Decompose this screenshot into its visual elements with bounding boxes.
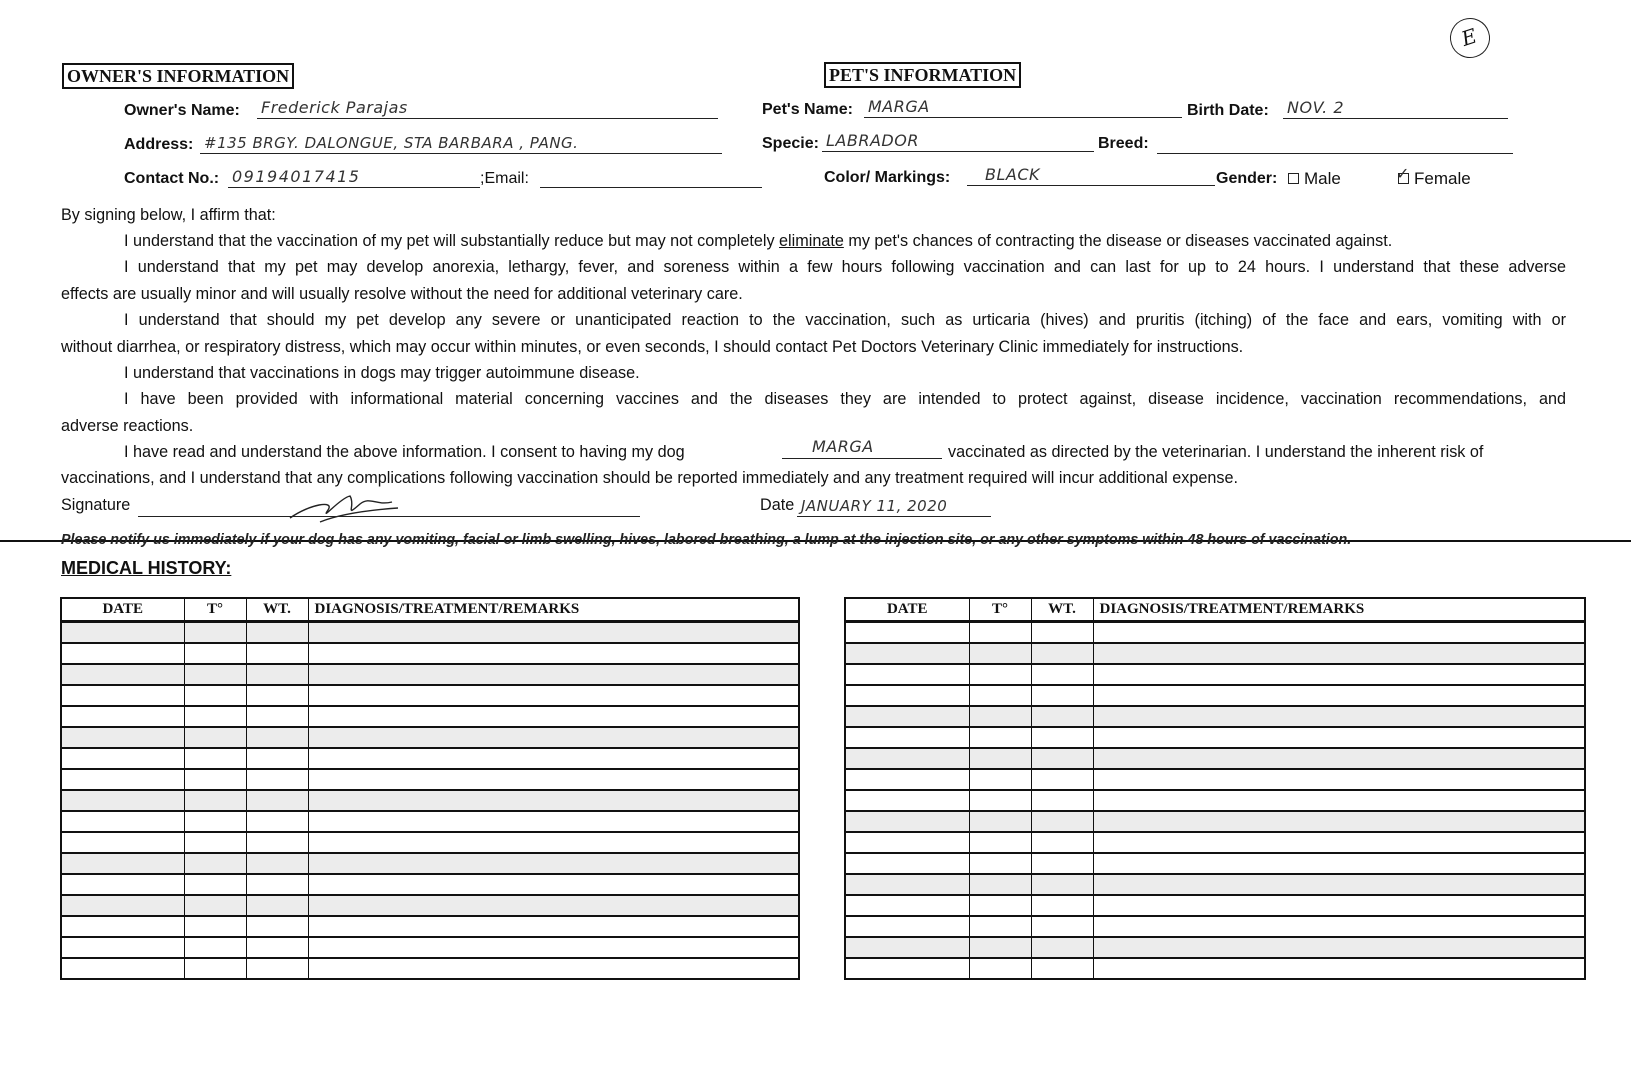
- temperature-cell[interactable]: [184, 853, 246, 874]
- date-cell[interactable]: [61, 853, 184, 874]
- table-row: [61, 895, 799, 916]
- color-markings-field[interactable]: [967, 165, 1215, 186]
- table-row: [61, 916, 799, 937]
- consent-paragraph-6-line-2: vaccinations, and I understand that any complications following vaccination should be reported immediately and any treatment required will incur additional expense.: [61, 469, 1238, 487]
- weight-cell[interactable]: [246, 664, 308, 685]
- temperature-column-header: T°: [184, 598, 246, 622]
- date-cell[interactable]: [845, 895, 969, 916]
- date-cell[interactable]: [61, 664, 184, 685]
- table-row: [845, 832, 1585, 853]
- weight-cell[interactable]: [246, 622, 308, 644]
- weight-cell[interactable]: [246, 685, 308, 706]
- consent-p1-emphasis: eliminate: [779, 232, 844, 250]
- remarks-cell[interactable]: [308, 706, 799, 727]
- contact-value: 09194017415: [232, 167, 361, 186]
- table-row: [845, 769, 1585, 790]
- birth-date-label: Birth Date:: [1187, 102, 1269, 119]
- consent-paragraph-6-start: I have read and understand the above information. I consent to having my dog: [124, 443, 685, 461]
- table-row: [61, 874, 799, 895]
- temperature-cell[interactable]: [969, 916, 1031, 937]
- weight-cell[interactable]: [1031, 727, 1093, 748]
- date-cell[interactable]: [61, 769, 184, 790]
- remarks-cell[interactable]: [1093, 643, 1585, 664]
- corner-mark-letter: E: [1458, 23, 1480, 51]
- weight-cell[interactable]: [1031, 895, 1093, 916]
- consent-p1-start: I understand that the vaccination of my pet will substantially reduce but may not completely: [124, 232, 780, 250]
- medical-history-title: MEDICAL HISTORY:: [61, 558, 232, 578]
- male-label: Male: [1304, 169, 1341, 188]
- pet-name-value: MARGA: [868, 97, 930, 116]
- table-row: [845, 916, 1585, 937]
- weight-cell[interactable]: [1031, 748, 1093, 769]
- table-row: [845, 958, 1585, 979]
- address-field[interactable]: [200, 133, 722, 154]
- consent-paragraph-5-line-1: I have been provided with informational material concerning vaccines and the diseases they are intended to protect against, disease incidence, vaccination recommendations, and: [124, 390, 1566, 408]
- remarks-cell[interactable]: [308, 811, 799, 832]
- weight-cell[interactable]: [1031, 832, 1093, 853]
- table-row: [61, 811, 799, 832]
- date-cell[interactable]: [61, 622, 184, 644]
- temperature-cell[interactable]: [184, 832, 246, 853]
- remarks-cell[interactable]: [308, 643, 799, 664]
- weight-cell[interactable]: [246, 727, 308, 748]
- temperature-cell[interactable]: [969, 727, 1031, 748]
- weight-cell[interactable]: [1031, 853, 1093, 874]
- address-value: #135 BRGY. DALONGUE, STA BARBARA , PANG.: [204, 134, 579, 152]
- temperature-column-header: T°: [969, 598, 1031, 622]
- temperature-cell[interactable]: [969, 958, 1031, 979]
- table-header-row: [845, 598, 1585, 622]
- signature-label: Signature: [61, 496, 131, 514]
- table-row: [61, 706, 799, 727]
- weight-cell[interactable]: [246, 916, 308, 937]
- remarks-cell[interactable]: [308, 874, 799, 895]
- temperature-cell[interactable]: [969, 937, 1031, 958]
- consent-paragraph-5-line-2: adverse reactions.: [61, 417, 194, 435]
- weight-cell[interactable]: [246, 958, 308, 979]
- date-field[interactable]: [797, 496, 991, 517]
- consent-paragraph-4: I understand that vaccinations in dogs may trigger autoimmune disease.: [124, 364, 640, 382]
- weight-cell[interactable]: [1031, 706, 1093, 727]
- temperature-cell[interactable]: [184, 685, 246, 706]
- temperature-cell[interactable]: [184, 643, 246, 664]
- date-cell[interactable]: [61, 895, 184, 916]
- consent-p1-end: my pet's chances of contracting the disease or diseases vaccinated against.: [843, 232, 1393, 250]
- date-cell[interactable]: [845, 832, 969, 853]
- table-row: [845, 895, 1585, 916]
- weight-cell[interactable]: [246, 643, 308, 664]
- consent-paragraph-1: [124, 228, 1392, 255]
- date-cell[interactable]: [845, 769, 969, 790]
- remarks-cell[interactable]: [1093, 916, 1585, 937]
- consent-intro: By signing below, I affirm that:: [61, 206, 276, 224]
- table-row: [845, 937, 1585, 958]
- table-row: [845, 685, 1585, 706]
- remarks-cell[interactable]: [1093, 811, 1585, 832]
- date-cell[interactable]: [61, 811, 184, 832]
- temperature-cell[interactable]: [969, 664, 1031, 685]
- table-row: [61, 664, 799, 685]
- remarks-cell[interactable]: [308, 664, 799, 685]
- temperature-cell[interactable]: [184, 790, 246, 811]
- temperature-cell[interactable]: [969, 685, 1031, 706]
- remarks-cell[interactable]: [1093, 727, 1585, 748]
- email-field[interactable]: [540, 167, 762, 188]
- temperature-cell[interactable]: [969, 622, 1031, 644]
- date-cell[interactable]: [845, 727, 969, 748]
- weight-cell[interactable]: [1031, 916, 1093, 937]
- weight-cell[interactable]: [246, 769, 308, 790]
- table-row: [845, 706, 1585, 727]
- temperature-cell[interactable]: [969, 748, 1031, 769]
- table-row: [61, 958, 799, 979]
- email-label: ;Email:: [480, 170, 529, 187]
- table-row: [845, 874, 1585, 895]
- weight-cell[interactable]: [246, 790, 308, 811]
- table-row: [845, 853, 1585, 874]
- corner-circle-mark: [1445, 13, 1495, 63]
- temperature-cell[interactable]: [969, 769, 1031, 790]
- owner-name-value: Frederick Parajas: [261, 98, 408, 117]
- remarks-cell[interactable]: [1093, 748, 1585, 769]
- weight-cell[interactable]: [1031, 790, 1093, 811]
- gender-male-option[interactable]: [1288, 169, 1341, 189]
- remarks-cell[interactable]: [1093, 769, 1585, 790]
- date-cell[interactable]: [61, 958, 184, 979]
- remarks-cell[interactable]: [1093, 832, 1585, 853]
- temperature-cell[interactable]: [184, 958, 246, 979]
- dog-name-value: MARGA: [812, 437, 874, 456]
- temperature-cell[interactable]: [969, 832, 1031, 853]
- date-cell[interactable]: [61, 643, 184, 664]
- date-cell[interactable]: [845, 748, 969, 769]
- remarks-cell[interactable]: [308, 853, 799, 874]
- temperature-cell[interactable]: [969, 811, 1031, 832]
- temperature-cell[interactable]: [184, 895, 246, 916]
- contact-label: Contact No.:: [124, 170, 220, 187]
- weight-cell[interactable]: [1031, 643, 1093, 664]
- remarks-cell[interactable]: [308, 895, 799, 916]
- date-cell[interactable]: [845, 811, 969, 832]
- date-cell[interactable]: [61, 685, 184, 706]
- remarks-cell[interactable]: [1093, 685, 1585, 706]
- date-cell[interactable]: [845, 937, 969, 958]
- remarks-cell[interactable]: [1093, 790, 1585, 811]
- table-row: [845, 790, 1585, 811]
- weight-cell[interactable]: [1031, 811, 1093, 832]
- table-row: [61, 643, 799, 664]
- date-label: Date: [760, 496, 795, 514]
- date-cell[interactable]: [845, 685, 969, 706]
- medical-history-table-right: [844, 597, 1586, 980]
- remarks-cell[interactable]: [308, 685, 799, 706]
- date-cell[interactable]: [845, 874, 969, 895]
- remarks-cell[interactable]: [308, 790, 799, 811]
- remarks-cell[interactable]: [308, 727, 799, 748]
- temperature-cell[interactable]: [184, 916, 246, 937]
- remarks-cell[interactable]: [1093, 664, 1585, 685]
- temperature-cell[interactable]: [184, 622, 246, 644]
- temperature-cell[interactable]: [184, 937, 246, 958]
- remarks-cell[interactable]: [308, 916, 799, 937]
- table-row: [845, 748, 1585, 769]
- weight-cell[interactable]: [246, 832, 308, 853]
- dog-name-field[interactable]: [782, 437, 942, 459]
- check-mark-icon: ✓: [1396, 166, 1410, 184]
- weight-cell[interactable]: [1031, 685, 1093, 706]
- date-cell[interactable]: [61, 874, 184, 895]
- weight-cell[interactable]: [1031, 664, 1093, 685]
- notice-text: Please notify us immediately if your dog has any vomiting, facial or limb swelling, hives, labored breathing, a lump at the injection site, or any other symptoms within 48 hours of vaccination.: [61, 532, 1352, 548]
- date-cell[interactable]: [61, 832, 184, 853]
- date-cell[interactable]: [61, 937, 184, 958]
- date-cell[interactable]: [61, 727, 184, 748]
- color-markings-value: BLACK: [985, 165, 1040, 184]
- consent-paragraph-2-line-2: effects are usually minor and will usually resolve without the need for additional veterinary care.: [61, 285, 743, 303]
- temperature-cell[interactable]: [969, 643, 1031, 664]
- temperature-cell[interactable]: [184, 706, 246, 727]
- owner-info-title: OWNER'S INFORMATION: [62, 63, 294, 89]
- weight-cell[interactable]: [246, 874, 308, 895]
- consent-paragraph-3-line-2: without diarrhea, or respiratory distress, which may occur within minutes, or even seconds, I should contact Pet Doctors Veterinary Clinic immediately for instructions.: [61, 338, 1244, 356]
- remarks-cell[interactable]: [308, 748, 799, 769]
- remarks-cell[interactable]: [308, 769, 799, 790]
- date-cell[interactable]: [845, 706, 969, 727]
- remarks-cell[interactable]: [308, 937, 799, 958]
- owner-name-label: Owner's Name:: [124, 102, 240, 119]
- date-cell[interactable]: [845, 916, 969, 937]
- temperature-cell[interactable]: [969, 895, 1031, 916]
- date-cell[interactable]: [845, 790, 969, 811]
- date-column-header: DATE: [61, 598, 184, 622]
- table-row: [61, 937, 799, 958]
- weight-cell[interactable]: [1031, 937, 1093, 958]
- breed-label: Breed:: [1098, 135, 1149, 152]
- date-cell[interactable]: [61, 790, 184, 811]
- consent-paragraph-2-line-1: I understand that my pet may develop anorexia, lethargy, fever, and soreness within a few hours following vaccination and can last for up to 24 hours. I understand that these adverse: [124, 258, 1566, 276]
- remarks-cell[interactable]: [1093, 958, 1585, 979]
- weight-cell[interactable]: [246, 811, 308, 832]
- female-checkbox[interactable]: [1396, 166, 1410, 184]
- weight-cell[interactable]: [246, 937, 308, 958]
- remarks-cell[interactable]: [1093, 874, 1585, 895]
- table-row: [61, 622, 799, 644]
- table-row: [845, 811, 1585, 832]
- remarks-column-header: DIAGNOSIS/TREATMENT/REMARKS: [308, 598, 799, 622]
- contact-field[interactable]: [228, 167, 480, 188]
- temperature-cell[interactable]: [969, 853, 1031, 874]
- weight-column-header: WT.: [246, 598, 308, 622]
- birth-date-field[interactable]: [1283, 98, 1508, 119]
- table-row: [845, 643, 1585, 664]
- remarks-cell[interactable]: [1093, 895, 1585, 916]
- weight-cell[interactable]: [1031, 958, 1093, 979]
- weight-cell[interactable]: [246, 706, 308, 727]
- weight-cell[interactable]: [1031, 622, 1093, 644]
- date-cell[interactable]: [845, 958, 969, 979]
- temperature-cell[interactable]: [184, 664, 246, 685]
- specie-value: LABRADOR: [826, 131, 919, 150]
- table-row: [61, 769, 799, 790]
- date-cell[interactable]: [845, 622, 969, 644]
- weight-cell[interactable]: [246, 748, 308, 769]
- remarks-cell[interactable]: [1093, 937, 1585, 958]
- specie-label: Specie:: [762, 135, 819, 152]
- date-cell[interactable]: [845, 643, 969, 664]
- consent-paragraph-3-line-1: I understand that should my pet develop any severe or unanticipated reaction to the vaccination, such as urticaria (hives) and pruritis (itching) of the face and ears, vomiting with or: [124, 311, 1566, 329]
- gender-label: Gender:: [1216, 170, 1278, 187]
- weight-cell[interactable]: [246, 895, 308, 916]
- weight-column-header: WT.: [1031, 598, 1093, 622]
- date-cell[interactable]: [845, 664, 969, 685]
- date-cell[interactable]: [845, 853, 969, 874]
- temperature-cell[interactable]: [184, 727, 246, 748]
- weight-cell[interactable]: [246, 853, 308, 874]
- date-cell[interactable]: [61, 706, 184, 727]
- table-row: [845, 727, 1585, 748]
- date-cell[interactable]: [61, 916, 184, 937]
- consent-paragraph-6-end: vaccinated as directed by the veterinarian. I understand the inherent risk of: [948, 443, 1484, 461]
- remarks-cell[interactable]: [308, 832, 799, 853]
- temperature-cell[interactable]: [969, 706, 1031, 727]
- table-row: [61, 727, 799, 748]
- date-value: JANUARY 11, 2020: [801, 497, 948, 515]
- female-label: Female: [1414, 169, 1471, 188]
- address-label: Address:: [124, 136, 194, 153]
- medical-history-table-left: [60, 597, 800, 980]
- male-checkbox[interactable]: [1288, 173, 1299, 184]
- signature-scribble: [280, 492, 420, 532]
- pet-info-title: PET'S INFORMATION: [824, 62, 1021, 88]
- table-row: [61, 685, 799, 706]
- color-markings-label: Color/ Markings:: [824, 169, 951, 186]
- birth-date-value: NOV. 2: [1287, 98, 1345, 117]
- pet-name-label: Pet's Name:: [762, 101, 853, 118]
- temperature-cell[interactable]: [184, 874, 246, 895]
- temperature-cell[interactable]: [184, 811, 246, 832]
- temperature-cell[interactable]: [184, 748, 246, 769]
- table-row: [61, 853, 799, 874]
- temperature-cell[interactable]: [969, 874, 1031, 895]
- table-row: [61, 790, 799, 811]
- gender-female-option[interactable]: [1396, 166, 1471, 189]
- owner-name-field[interactable]: [257, 98, 718, 119]
- remarks-cell[interactable]: [308, 958, 799, 979]
- table-row: [61, 748, 799, 769]
- specie-field[interactable]: [822, 131, 1094, 152]
- remarks-cell[interactable]: [1093, 622, 1585, 644]
- weight-cell[interactable]: [1031, 874, 1093, 895]
- remarks-cell[interactable]: [308, 622, 799, 644]
- table-row: [845, 622, 1585, 644]
- remarks-cell[interactable]: [1093, 853, 1585, 874]
- breed-field[interactable]: [1157, 133, 1513, 154]
- date-column-header: DATE: [845, 598, 969, 622]
- pet-name-field[interactable]: [864, 97, 1182, 118]
- temperature-cell[interactable]: [184, 769, 246, 790]
- table-header-row: [61, 598, 799, 622]
- temperature-cell[interactable]: [969, 790, 1031, 811]
- date-cell[interactable]: [61, 748, 184, 769]
- table-row: [845, 664, 1585, 685]
- weight-cell[interactable]: [1031, 769, 1093, 790]
- remarks-column-header: DIAGNOSIS/TREATMENT/REMARKS: [1093, 598, 1585, 622]
- table-row: [61, 832, 799, 853]
- remarks-cell[interactable]: [1093, 706, 1585, 727]
